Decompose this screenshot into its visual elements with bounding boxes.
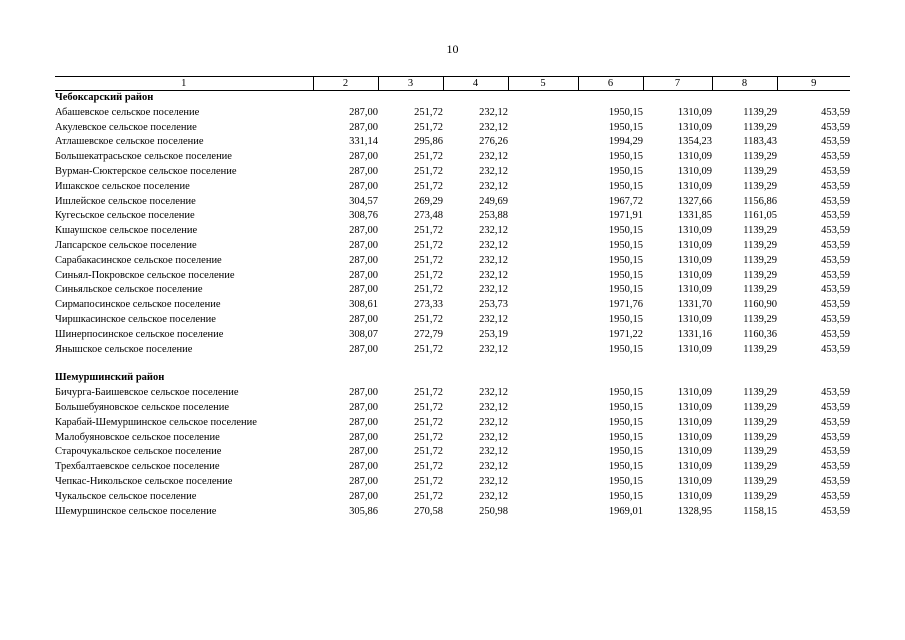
value-cell: 287,00 xyxy=(349,401,378,413)
region-title: Шемуршинский район xyxy=(55,372,165,384)
value-cell: 1139,29 xyxy=(743,106,777,118)
value-cell: 305,86 xyxy=(349,505,378,517)
value-cell: 1971,76 xyxy=(608,299,643,311)
value-cell: 453,59 xyxy=(821,239,850,251)
value-cell: 251,72 xyxy=(414,490,443,502)
value-cell: 453,59 xyxy=(821,387,850,399)
value-cell: 1950,15 xyxy=(608,284,643,296)
value-cell: 287,00 xyxy=(349,180,378,192)
value-cell: 295,86 xyxy=(414,136,443,148)
value-cell: 249,69 xyxy=(479,195,508,207)
settlement-name: Малобуяновское сельское поселение xyxy=(55,431,220,443)
header-row xyxy=(55,77,850,91)
value-cell xyxy=(508,401,578,416)
value-cell: 1310,09 xyxy=(677,416,712,428)
value-cell: 453,59 xyxy=(821,416,850,428)
settlement-name: Акулевское сельское поселение xyxy=(55,121,197,133)
value-cell: 1971,22 xyxy=(608,328,643,340)
value-cell xyxy=(508,505,578,520)
value-cell xyxy=(508,209,578,224)
table-row xyxy=(55,150,850,165)
column-header: 8 xyxy=(712,77,777,91)
settlement-name: Сарабакасинское сельское поселение xyxy=(55,254,222,266)
value-cell: 453,59 xyxy=(821,490,850,502)
value-cell xyxy=(508,150,578,165)
value-cell: 232,12 xyxy=(479,239,508,251)
settlement-name: Лапсарское сельское поселение xyxy=(55,239,197,251)
value-cell: 251,72 xyxy=(414,461,443,473)
value-cell xyxy=(508,135,578,150)
data-table xyxy=(55,76,850,519)
value-cell: 1139,29 xyxy=(743,431,777,443)
column-header: 1 xyxy=(55,77,313,91)
value-cell: 287,00 xyxy=(349,239,378,251)
table-body xyxy=(55,91,850,520)
value-cell: 232,12 xyxy=(479,490,508,502)
value-cell: 251,72 xyxy=(414,446,443,458)
settlement-name: Кшаушское сельское поселение xyxy=(55,225,198,237)
value-cell: 1310,09 xyxy=(677,225,712,237)
value-cell: 1139,29 xyxy=(743,416,777,428)
settlement-name: Шемуршинское сельское поселение xyxy=(55,505,217,517)
value-cell: 1139,29 xyxy=(743,284,777,296)
value-cell: 251,72 xyxy=(414,106,443,118)
value-cell xyxy=(508,224,578,239)
value-cell: 287,00 xyxy=(349,490,378,502)
value-cell: 453,59 xyxy=(821,195,850,207)
value-cell: 1310,09 xyxy=(677,401,712,413)
value-cell xyxy=(508,180,578,195)
value-cell: 1310,09 xyxy=(677,461,712,473)
settlement-name: Чепкас-Никольское сельское поселение xyxy=(55,475,233,487)
value-cell: 1950,15 xyxy=(608,254,643,266)
value-cell: 273,48 xyxy=(414,210,443,222)
value-cell: 1950,15 xyxy=(608,151,643,163)
value-cell: 1310,09 xyxy=(677,343,712,355)
value-cell xyxy=(508,475,578,490)
value-cell: 1310,09 xyxy=(677,387,712,399)
value-cell: 1994,29 xyxy=(608,136,643,148)
value-cell: 1331,16 xyxy=(677,328,712,340)
value-cell: 453,59 xyxy=(821,284,850,296)
value-cell: 232,12 xyxy=(479,461,508,473)
value-cell: 287,00 xyxy=(349,431,378,443)
value-cell: 287,00 xyxy=(349,165,378,177)
value-cell xyxy=(508,106,578,121)
value-cell: 1139,29 xyxy=(743,446,777,458)
table-row xyxy=(55,343,850,358)
value-cell: 251,72 xyxy=(414,475,443,487)
region-row xyxy=(55,371,850,386)
value-cell: 453,59 xyxy=(821,343,850,355)
value-cell xyxy=(508,343,578,358)
value-cell xyxy=(508,283,578,298)
value-cell: 1950,15 xyxy=(608,106,643,118)
value-cell: 1950,15 xyxy=(608,180,643,192)
value-cell: 251,72 xyxy=(414,387,443,399)
table-row xyxy=(55,239,850,254)
value-cell: 1158,15 xyxy=(743,505,777,517)
value-cell xyxy=(508,386,578,401)
value-cell: 287,00 xyxy=(349,284,378,296)
table-row xyxy=(55,313,850,328)
value-cell: 1139,29 xyxy=(743,121,777,133)
value-cell: 1950,15 xyxy=(608,313,643,325)
value-cell: 232,12 xyxy=(479,416,508,428)
value-cell: 251,72 xyxy=(414,239,443,251)
value-cell: 287,00 xyxy=(349,225,378,237)
value-cell: 1310,09 xyxy=(677,284,712,296)
value-cell: 1139,29 xyxy=(743,475,777,487)
value-cell: 287,00 xyxy=(349,106,378,118)
value-cell xyxy=(508,239,578,254)
table-row xyxy=(55,505,850,520)
settlement-name: Вурман-Сюктерское сельское поселение xyxy=(55,165,237,177)
settlement-name: Синьял-Покровское сельское поселение xyxy=(55,269,235,281)
section-spacer xyxy=(55,357,850,371)
value-cell: 1139,29 xyxy=(743,269,777,281)
value-cell: 453,59 xyxy=(821,180,850,192)
value-cell: 251,72 xyxy=(414,343,443,355)
value-cell: 1950,15 xyxy=(608,401,643,413)
value-cell: 453,59 xyxy=(821,431,850,443)
value-cell: 1971,91 xyxy=(608,210,643,222)
value-cell: 1156,86 xyxy=(743,195,777,207)
value-cell: 1310,09 xyxy=(677,254,712,266)
column-header: 2 xyxy=(313,77,378,91)
value-cell: 1139,29 xyxy=(743,401,777,413)
value-cell: 1310,09 xyxy=(677,106,712,118)
settlement-name: Абашевское сельское поселение xyxy=(55,106,200,118)
value-cell: 232,12 xyxy=(479,446,508,458)
table-row xyxy=(55,431,850,446)
value-cell: 251,72 xyxy=(414,401,443,413)
settlement-name: Трехбалтаевское сельское поселение xyxy=(55,461,220,473)
value-cell: 1139,29 xyxy=(743,313,777,325)
table-header xyxy=(55,77,850,91)
value-cell: 1310,09 xyxy=(677,180,712,192)
value-cell: 1950,15 xyxy=(608,239,643,251)
value-cell: 453,59 xyxy=(821,136,850,148)
settlement-name: Синьяльское сельское поселение xyxy=(55,284,203,296)
column-header: 3 xyxy=(378,77,443,91)
settlement-name: Бичурга-Баишевское сельское поселение xyxy=(55,387,239,399)
value-cell: 232,12 xyxy=(479,151,508,163)
value-cell: 232,12 xyxy=(479,387,508,399)
value-cell: 1950,15 xyxy=(608,269,643,281)
table-row xyxy=(55,209,850,224)
value-cell: 1139,29 xyxy=(743,239,777,251)
value-cell xyxy=(508,121,578,136)
value-cell: 1139,29 xyxy=(743,490,777,502)
table-row xyxy=(55,445,850,460)
value-cell: 1950,15 xyxy=(608,416,643,428)
value-cell: 232,12 xyxy=(479,401,508,413)
table-row xyxy=(55,401,850,416)
settlement-name: Кугесьское сельское поселение xyxy=(55,210,195,222)
settlement-name: Ишлейское сельское поселение xyxy=(55,195,196,207)
settlement-name: Старочукальское сельское поселение xyxy=(55,446,222,458)
value-cell: 1139,29 xyxy=(743,180,777,192)
table-row xyxy=(55,386,850,401)
value-cell: 453,59 xyxy=(821,475,850,487)
value-cell: 253,88 xyxy=(479,210,508,222)
settlement-name: Чукальское сельское поселение xyxy=(55,490,197,502)
value-cell xyxy=(508,195,578,210)
settlement-name: Атлашевское сельское поселение xyxy=(55,136,204,148)
settlement-name: Сирмапосинское сельское поселение xyxy=(55,299,221,311)
value-cell xyxy=(508,298,578,313)
value-cell: 453,59 xyxy=(821,299,850,311)
value-cell: 1139,29 xyxy=(743,254,777,266)
table-row xyxy=(55,283,850,298)
value-cell xyxy=(508,165,578,180)
table-row xyxy=(55,298,850,313)
value-cell: 1310,09 xyxy=(677,121,712,133)
value-cell: 1950,15 xyxy=(608,475,643,487)
value-cell: 1310,09 xyxy=(677,490,712,502)
value-cell: 232,12 xyxy=(479,475,508,487)
value-cell: 287,00 xyxy=(349,446,378,458)
value-cell: 1950,15 xyxy=(608,165,643,177)
value-cell: 251,72 xyxy=(414,284,443,296)
value-cell: 232,12 xyxy=(479,313,508,325)
value-cell xyxy=(508,254,578,269)
value-cell: 1950,15 xyxy=(608,446,643,458)
value-cell: 1160,90 xyxy=(743,299,777,311)
value-cell: 251,72 xyxy=(414,121,443,133)
value-cell: 1183,43 xyxy=(743,136,777,148)
value-cell: 287,00 xyxy=(349,121,378,133)
value-cell: 1950,15 xyxy=(608,225,643,237)
table-row xyxy=(55,135,850,150)
settlement-name: Большекатрасьское сельское поселение xyxy=(55,151,232,163)
value-cell: 1969,01 xyxy=(608,505,643,517)
settlement-name: Шинерпосинское сельское поселение xyxy=(55,328,224,340)
value-cell: 232,12 xyxy=(479,431,508,443)
table-row xyxy=(55,224,850,239)
value-cell: 1354,23 xyxy=(677,136,712,148)
value-cell: 250,98 xyxy=(479,505,508,517)
value-cell: 331,14 xyxy=(349,136,378,148)
value-cell: 1139,29 xyxy=(743,165,777,177)
value-cell: 232,12 xyxy=(479,180,508,192)
value-cell: 1950,15 xyxy=(608,343,643,355)
value-cell: 453,59 xyxy=(821,121,850,133)
value-cell: 287,00 xyxy=(349,416,378,428)
value-cell: 232,12 xyxy=(479,284,508,296)
value-cell: 270,58 xyxy=(414,505,443,517)
value-cell: 272,79 xyxy=(414,328,443,340)
table-row xyxy=(55,269,850,284)
page-number: 10 xyxy=(446,42,459,56)
spacer-cell xyxy=(55,357,850,371)
value-cell: 1139,29 xyxy=(743,461,777,473)
value-cell: 453,59 xyxy=(821,446,850,458)
value-cell: 251,72 xyxy=(414,254,443,266)
value-cell: 276,26 xyxy=(479,136,508,148)
value-cell: 251,72 xyxy=(414,225,443,237)
value-cell: 1310,09 xyxy=(677,239,712,251)
settlement-name: Чиршкасинское сельское поселение xyxy=(55,313,216,325)
value-cell: 453,59 xyxy=(821,461,850,473)
value-cell xyxy=(508,269,578,284)
value-cell: 1139,29 xyxy=(743,343,777,355)
column-header: 9 xyxy=(777,77,850,91)
value-cell: 287,00 xyxy=(349,151,378,163)
value-cell: 1967,72 xyxy=(608,195,643,207)
value-cell: 287,00 xyxy=(349,254,378,266)
table-row xyxy=(55,328,850,343)
value-cell: 251,72 xyxy=(414,313,443,325)
value-cell: 251,72 xyxy=(414,431,443,443)
table-row xyxy=(55,254,850,269)
column-header: 5 xyxy=(508,77,578,91)
value-cell xyxy=(508,460,578,475)
value-cell: 453,59 xyxy=(821,151,850,163)
value-cell: 453,59 xyxy=(821,165,850,177)
value-cell xyxy=(508,490,578,505)
value-cell: 304,57 xyxy=(349,195,378,207)
value-cell: 1950,15 xyxy=(608,490,643,502)
column-header: 6 xyxy=(578,77,643,91)
value-cell: 287,00 xyxy=(349,269,378,281)
value-cell: 1139,29 xyxy=(743,225,777,237)
column-header: 4 xyxy=(443,77,508,91)
value-cell: 253,73 xyxy=(479,299,508,311)
value-cell: 1327,66 xyxy=(677,195,712,207)
value-cell: 1160,36 xyxy=(743,328,777,340)
value-cell: 287,00 xyxy=(349,343,378,355)
settlement-name: Большебуяновское сельское поселение xyxy=(55,401,230,413)
value-cell: 1310,09 xyxy=(677,151,712,163)
value-cell: 1950,15 xyxy=(608,387,643,399)
table-row xyxy=(55,475,850,490)
value-cell: 308,07 xyxy=(349,328,378,340)
value-cell: 1950,15 xyxy=(608,121,643,133)
value-cell: 1310,09 xyxy=(677,446,712,458)
region-title: Чебоксарский район xyxy=(55,92,154,103)
value-cell: 453,59 xyxy=(821,505,850,517)
settlement-name: Ишакское сельское поселение xyxy=(55,180,190,192)
value-cell: 1950,15 xyxy=(608,461,643,473)
value-cell: 1139,29 xyxy=(743,387,777,399)
value-cell: 453,59 xyxy=(821,225,850,237)
value-cell: 453,59 xyxy=(821,210,850,222)
value-cell: 251,72 xyxy=(414,180,443,192)
value-cell: 232,12 xyxy=(479,254,508,266)
value-cell xyxy=(508,416,578,431)
value-cell: 251,72 xyxy=(414,165,443,177)
value-cell: 453,59 xyxy=(821,254,850,266)
value-cell: 1161,05 xyxy=(743,210,777,222)
value-cell: 232,12 xyxy=(479,269,508,281)
column-header: 7 xyxy=(643,77,712,91)
value-cell: 232,12 xyxy=(479,165,508,177)
value-cell: 232,12 xyxy=(479,106,508,118)
value-cell: 251,72 xyxy=(414,269,443,281)
value-cell: 251,72 xyxy=(414,416,443,428)
settlement-name: Карабай-Шемуршинское сельское поселение xyxy=(55,416,257,428)
value-cell: 308,76 xyxy=(349,210,378,222)
value-cell: 1950,15 xyxy=(608,431,643,443)
value-cell: 287,00 xyxy=(349,461,378,473)
value-cell: 453,59 xyxy=(821,269,850,281)
value-cell: 287,00 xyxy=(349,313,378,325)
value-cell: 308,61 xyxy=(349,299,378,311)
value-cell: 1310,09 xyxy=(677,165,712,177)
value-cell: 1310,09 xyxy=(677,475,712,487)
value-cell: 232,12 xyxy=(479,121,508,133)
value-cell: 1310,09 xyxy=(677,269,712,281)
table-row xyxy=(55,121,850,136)
value-cell: 232,12 xyxy=(479,225,508,237)
value-cell: 1139,29 xyxy=(743,151,777,163)
table-row xyxy=(55,490,850,505)
table-row xyxy=(55,106,850,121)
value-cell: 1328,95 xyxy=(677,505,712,517)
value-cell: 1310,09 xyxy=(677,431,712,443)
value-cell: 1310,09 xyxy=(677,313,712,325)
value-cell xyxy=(508,445,578,460)
value-cell: 453,59 xyxy=(821,313,850,325)
value-cell: 453,59 xyxy=(821,401,850,413)
value-cell: 232,12 xyxy=(479,343,508,355)
value-cell: 1331,85 xyxy=(677,210,712,222)
value-cell: 453,59 xyxy=(821,328,850,340)
table-row xyxy=(55,165,850,180)
value-cell: 287,00 xyxy=(349,387,378,399)
value-cell: 287,00 xyxy=(349,475,378,487)
value-cell xyxy=(508,328,578,343)
region-row xyxy=(55,91,850,106)
value-cell: 453,59 xyxy=(821,106,850,118)
value-cell xyxy=(508,431,578,446)
value-cell: 253,19 xyxy=(479,328,508,340)
table-row xyxy=(55,416,850,431)
value-cell: 1331,70 xyxy=(677,299,712,311)
table-row xyxy=(55,180,850,195)
value-cell: 273,33 xyxy=(414,299,443,311)
value-cell: 251,72 xyxy=(414,151,443,163)
settlement-name: Янышское сельское поселение xyxy=(55,343,193,355)
value-cell xyxy=(508,313,578,328)
table-row xyxy=(55,460,850,475)
table-row xyxy=(55,195,850,210)
value-cell: 269,29 xyxy=(414,195,443,207)
